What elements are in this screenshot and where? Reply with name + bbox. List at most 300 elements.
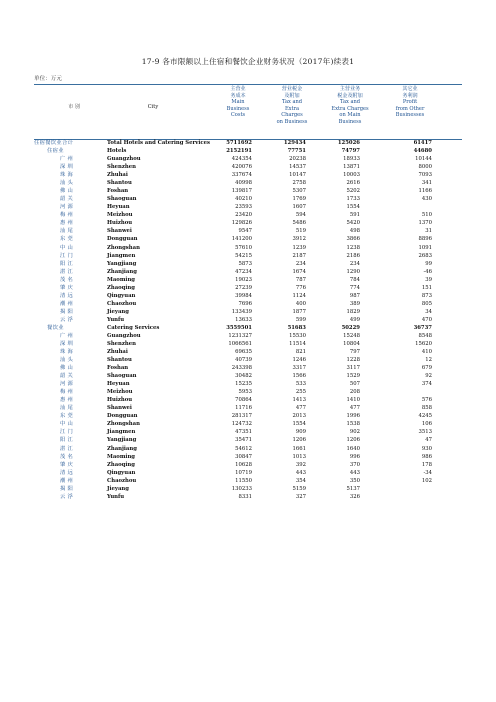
row-label-cn: 汕尾 bbox=[60, 405, 75, 412]
row-label-cn: 东莞 bbox=[60, 413, 75, 420]
row-value: 10147 bbox=[289, 172, 306, 179]
row-label-cn: 梅州 bbox=[60, 212, 75, 219]
header-col-other-profit: 其它业 务利润 Profit from Other Businesses bbox=[395, 86, 425, 119]
row-label-cn: 揭阳 bbox=[60, 308, 75, 315]
table-row bbox=[0, 188, 496, 196]
row-value: 591 bbox=[349, 212, 360, 219]
row-value: 54612 bbox=[235, 445, 252, 452]
row-value: 13871 bbox=[343, 164, 360, 171]
row-value: 1370 bbox=[418, 220, 432, 227]
row-value: 679 bbox=[421, 365, 432, 372]
header-col-tax-main-business: 主营业务 税金及附加 Tax and Extra Charges on Main Business bbox=[331, 86, 369, 125]
row-value: 1529 bbox=[346, 373, 360, 380]
row-value: 15235 bbox=[235, 381, 252, 388]
row-value: 5307 bbox=[292, 188, 306, 195]
row-value: 354 bbox=[295, 477, 306, 484]
row-value: 986 bbox=[421, 453, 432, 460]
header-city-cn: 市 别 bbox=[68, 104, 80, 110]
row-label-cn: 阳江 bbox=[60, 437, 75, 444]
table-row bbox=[0, 470, 496, 478]
row-label-en: Yangjiang bbox=[107, 260, 137, 267]
row-label-cn: 惠州 bbox=[60, 397, 75, 404]
row-value: 4245 bbox=[418, 413, 432, 420]
row-value: 47 bbox=[425, 437, 432, 444]
row-value: 74797 bbox=[341, 148, 360, 155]
row-label-en: Huizhou bbox=[107, 397, 133, 404]
table-row bbox=[0, 437, 496, 445]
row-label-cn: 韶关 bbox=[60, 196, 75, 203]
row-value: 31 bbox=[425, 228, 432, 235]
row-value: 987 bbox=[349, 292, 360, 299]
row-value: 2683 bbox=[418, 252, 432, 259]
row-value: 470 bbox=[421, 316, 432, 323]
table-row bbox=[0, 261, 496, 269]
row-value: 15248 bbox=[343, 332, 360, 339]
row-label-en: Dongguan bbox=[107, 413, 138, 420]
row-value: 797 bbox=[349, 349, 360, 356]
row-value: 3866 bbox=[346, 236, 360, 243]
row-label-en: Zhuhai bbox=[107, 349, 128, 356]
row-value: 11550 bbox=[235, 477, 252, 484]
row-value: 374 bbox=[421, 381, 432, 388]
row-label-en: Meizhou bbox=[107, 212, 133, 219]
table-row bbox=[0, 196, 496, 204]
row-value: 7696 bbox=[238, 300, 252, 307]
row-value: 1239 bbox=[292, 244, 306, 251]
table-row bbox=[0, 494, 496, 502]
row-label-en: Qingyuan bbox=[107, 469, 136, 476]
row-value: 1829 bbox=[346, 308, 360, 315]
table-row bbox=[0, 389, 496, 397]
row-label-cn: 肇庆 bbox=[60, 461, 75, 468]
row-value: 1674 bbox=[292, 268, 306, 275]
row-label-cn: 潮州 bbox=[60, 300, 75, 307]
row-value: 1166 bbox=[418, 188, 432, 195]
row-value: 389 bbox=[349, 300, 360, 307]
row-value: 44680 bbox=[413, 148, 432, 155]
row-label-en: Heyuan bbox=[107, 381, 130, 388]
table-row bbox=[0, 405, 496, 413]
row-label-en: Hotels bbox=[107, 148, 127, 155]
row-value: 130233 bbox=[231, 485, 252, 492]
row-value: 443 bbox=[295, 469, 306, 476]
table-row-total bbox=[0, 140, 496, 148]
row-label-en: Jieyang bbox=[107, 308, 129, 315]
header-top-rule bbox=[34, 84, 462, 85]
row-value: 337674 bbox=[231, 172, 252, 179]
table-row bbox=[0, 381, 496, 389]
row-value: 787 bbox=[295, 276, 306, 283]
header-col-tax-charges: 营业税金 及附加 Tax and Extra Charges on Business bbox=[276, 86, 308, 125]
row-value: 129434 bbox=[283, 140, 306, 146]
row-label-en: Dongguan bbox=[107, 236, 138, 243]
row-value: 40739 bbox=[235, 357, 252, 364]
row-label-en: Foshan bbox=[107, 365, 129, 372]
row-value: 281317 bbox=[231, 413, 252, 420]
table-row bbox=[0, 309, 496, 317]
row-value: 392 bbox=[295, 461, 306, 468]
row-value: 1566 bbox=[292, 373, 306, 380]
row-label-cn: 韶关 bbox=[60, 373, 75, 380]
row-value: 533 bbox=[295, 381, 306, 388]
row-value: 1206 bbox=[346, 437, 360, 444]
row-label-en: Jiangmen bbox=[107, 252, 136, 259]
row-value: 10719 bbox=[235, 469, 252, 476]
row-value: 341 bbox=[421, 180, 432, 187]
row-label-en: Shantou bbox=[107, 357, 132, 364]
row-value: 858 bbox=[421, 405, 432, 412]
row-label-en: Guangzhou bbox=[107, 332, 141, 339]
row-value: 350 bbox=[349, 477, 360, 484]
row-value: 141200 bbox=[231, 236, 252, 243]
table-row bbox=[0, 365, 496, 373]
row-value: 8331 bbox=[238, 493, 252, 500]
row-label-cn: 阳江 bbox=[60, 260, 75, 267]
table-row bbox=[0, 333, 496, 341]
row-value: 125026 bbox=[337, 140, 360, 146]
table-row bbox=[0, 349, 496, 357]
row-value: 208 bbox=[349, 389, 360, 396]
row-value: 2187 bbox=[292, 252, 306, 259]
row-value: 35471 bbox=[235, 437, 252, 444]
row-value: 9547 bbox=[238, 228, 252, 235]
row-value: 51683 bbox=[287, 324, 306, 331]
row-value: 3317 bbox=[292, 365, 306, 372]
row-value: 69635 bbox=[235, 349, 252, 356]
row-label-en: Guangzhou bbox=[107, 156, 141, 163]
row-value: 5953 bbox=[238, 389, 252, 396]
row-label-cn: 住宿餐饮业合计 bbox=[34, 140, 74, 146]
row-value: 40998 bbox=[235, 180, 252, 187]
row-label-en: Yunfu bbox=[107, 316, 125, 323]
unit-label: 单位：万元 bbox=[34, 76, 62, 82]
row-value: 774 bbox=[349, 284, 360, 291]
row-value: 430 bbox=[421, 196, 432, 203]
row-label-en: Shenzhen bbox=[107, 341, 136, 347]
table-row bbox=[0, 341, 496, 349]
table-row bbox=[0, 357, 496, 365]
table-title: 17-9 各市限额以上住宿和餐饮企业财务状况（2017年)续表1 bbox=[141, 57, 355, 66]
table-row bbox=[0, 317, 496, 325]
row-value: 11514 bbox=[289, 341, 306, 347]
row-label-cn: 深圳 bbox=[60, 164, 75, 171]
row-value: 99 bbox=[425, 260, 432, 267]
row-value: 1410 bbox=[346, 397, 360, 404]
row-value: 23593 bbox=[235, 204, 252, 211]
row-label-cn: 茂名 bbox=[60, 453, 75, 460]
row-label-cn: 珠海 bbox=[60, 172, 75, 179]
row-value: 873 bbox=[421, 292, 432, 299]
table-row bbox=[0, 293, 496, 301]
row-value: 1607 bbox=[292, 204, 306, 211]
row-value: 3117 bbox=[346, 365, 360, 372]
row-value: 3559501 bbox=[226, 324, 252, 331]
row-label-cn: 湛江 bbox=[60, 268, 75, 275]
row-label-cn: 河源 bbox=[60, 204, 75, 211]
row-value: 902 bbox=[349, 429, 360, 436]
row-label-cn: 深圳 bbox=[60, 341, 75, 347]
row-value: 1554 bbox=[292, 421, 306, 428]
row-value: 477 bbox=[349, 405, 360, 412]
row-value: 102 bbox=[421, 477, 432, 484]
row-value: -34 bbox=[423, 469, 432, 476]
row-value: 1231327 bbox=[228, 332, 252, 339]
row-value: 2616 bbox=[346, 180, 360, 187]
row-label-en: Jieyang bbox=[107, 485, 129, 492]
row-label-en: Zhongshan bbox=[107, 421, 140, 428]
row-value: 5711692 bbox=[226, 140, 252, 146]
row-value: 77751 bbox=[287, 148, 306, 155]
row-value: 1538 bbox=[346, 421, 360, 428]
row-value: 10003 bbox=[343, 172, 360, 179]
row-value: 7093 bbox=[418, 172, 432, 179]
row-value: 477 bbox=[295, 405, 306, 412]
row-value: 19023 bbox=[235, 276, 252, 283]
row-value: 1228 bbox=[346, 357, 360, 364]
row-label-en: Meizhou bbox=[107, 389, 133, 396]
row-value: 1733 bbox=[346, 196, 360, 203]
table-row bbox=[0, 236, 496, 244]
row-value: 5873 bbox=[238, 260, 252, 267]
row-label-en: Heyuan bbox=[107, 204, 130, 211]
row-value: 1290 bbox=[346, 268, 360, 275]
row-value: 61417 bbox=[413, 140, 432, 146]
row-label-cn: 江门 bbox=[60, 429, 75, 436]
row-value: 18933 bbox=[343, 156, 360, 163]
row-value: 599 bbox=[295, 316, 306, 323]
row-label-en: Yangjiang bbox=[107, 437, 137, 444]
row-value: 8000 bbox=[418, 164, 432, 171]
row-label-en: Huizhou bbox=[107, 220, 133, 227]
row-label-en: Maoming bbox=[107, 276, 136, 283]
row-label-en: Maoming bbox=[107, 453, 136, 460]
row-value: 39 bbox=[425, 276, 432, 283]
row-value: 47351 bbox=[235, 429, 252, 436]
row-value: 5202 bbox=[346, 188, 360, 195]
row-value: 234 bbox=[349, 260, 360, 267]
row-value: 1996 bbox=[346, 413, 360, 420]
table-row bbox=[0, 413, 496, 421]
table-row-group bbox=[0, 148, 496, 156]
table-row bbox=[0, 269, 496, 277]
row-label-en: Zhongshan bbox=[107, 244, 140, 251]
table-row bbox=[0, 454, 496, 462]
row-value: 930 bbox=[421, 445, 432, 452]
row-value: 996 bbox=[349, 453, 360, 460]
row-value: 14537 bbox=[289, 164, 306, 171]
row-value: 443 bbox=[349, 469, 360, 476]
row-label-en: Zhanjiang bbox=[107, 445, 137, 452]
row-label-cn: 东莞 bbox=[60, 236, 75, 243]
row-value: 70864 bbox=[235, 397, 252, 404]
row-label-en: Shaoguan bbox=[107, 196, 137, 203]
row-value: 178 bbox=[421, 461, 432, 468]
header-city-en: City bbox=[147, 104, 159, 110]
row-value: 420076 bbox=[231, 164, 252, 171]
row-value: 2186 bbox=[346, 252, 360, 259]
header-col-main-costs: 主营业 务成本 Main Business Costs bbox=[226, 86, 250, 119]
row-label-cn: 云浮 bbox=[60, 493, 75, 500]
row-value: 27239 bbox=[235, 284, 252, 291]
row-value: 519 bbox=[295, 228, 306, 235]
row-value: 327 bbox=[295, 493, 306, 500]
table-row bbox=[0, 172, 496, 180]
table-row bbox=[0, 220, 496, 228]
row-value: 47234 bbox=[235, 268, 252, 275]
row-value: 909 bbox=[295, 429, 306, 436]
row-value: 3912 bbox=[292, 236, 306, 243]
row-label-en: Shantou bbox=[107, 180, 132, 187]
row-value: 5420 bbox=[346, 220, 360, 227]
row-value: 36737 bbox=[413, 324, 432, 331]
row-label-en: Jiangmen bbox=[107, 429, 136, 436]
row-value: 370 bbox=[349, 461, 360, 468]
row-value: 1124 bbox=[292, 292, 306, 299]
row-value: 821 bbox=[295, 349, 306, 356]
row-value: 8896 bbox=[418, 236, 432, 243]
row-value: 2152191 bbox=[226, 148, 252, 155]
row-value: 15620 bbox=[415, 341, 432, 347]
row-value: 410 bbox=[421, 349, 432, 356]
table-row bbox=[0, 204, 496, 212]
row-value: 2758 bbox=[292, 180, 306, 187]
table-row bbox=[0, 373, 496, 381]
row-value: 243398 bbox=[231, 365, 252, 372]
row-value: 30847 bbox=[235, 453, 252, 460]
table-row bbox=[0, 446, 496, 454]
row-value: 11716 bbox=[235, 405, 252, 412]
row-value: 594 bbox=[295, 212, 306, 219]
row-value: 400 bbox=[295, 300, 306, 307]
row-label-cn: 云浮 bbox=[60, 316, 75, 323]
row-value: 1661 bbox=[292, 445, 306, 452]
row-label-en: Zhaoqing bbox=[107, 461, 135, 468]
row-value: 92 bbox=[425, 373, 432, 380]
row-value: 124732 bbox=[231, 421, 252, 428]
row-value: 5159 bbox=[292, 485, 306, 492]
row-value: 1238 bbox=[346, 244, 360, 251]
row-label-en: Chaozhou bbox=[107, 477, 137, 484]
row-label-cn: 潮州 bbox=[60, 477, 75, 484]
row-value: 507 bbox=[349, 381, 360, 388]
row-label-en: Qingyuan bbox=[107, 292, 136, 299]
row-value: 34 bbox=[425, 308, 432, 315]
table-row bbox=[0, 486, 496, 494]
row-value: 5486 bbox=[292, 220, 306, 227]
row-value: 139817 bbox=[231, 188, 252, 195]
row-label-en: Shanwei bbox=[107, 405, 132, 412]
row-value: 12 bbox=[425, 357, 432, 364]
row-value: 106 bbox=[421, 421, 432, 428]
row-value: 1091 bbox=[418, 244, 432, 251]
row-value: 54215 bbox=[235, 252, 252, 259]
table-row bbox=[0, 429, 496, 437]
table-row-group bbox=[0, 325, 496, 333]
row-value: 5137 bbox=[346, 485, 360, 492]
row-label-en: Yunfu bbox=[107, 493, 125, 500]
row-value: 15530 bbox=[289, 332, 306, 339]
row-label-cn: 茂名 bbox=[60, 276, 75, 283]
row-value: 10628 bbox=[235, 461, 252, 468]
row-value: 39984 bbox=[235, 292, 252, 299]
row-value: 57610 bbox=[235, 244, 252, 251]
row-label-cn: 中山 bbox=[60, 421, 75, 428]
row-value: 776 bbox=[295, 284, 306, 291]
row-label-cn: 佛山 bbox=[60, 365, 75, 372]
row-label-cn: 河源 bbox=[60, 381, 75, 388]
row-value: 2013 bbox=[292, 413, 306, 420]
row-value: 1877 bbox=[292, 308, 306, 315]
row-value: 8548 bbox=[418, 332, 432, 339]
row-value: 1640 bbox=[346, 445, 360, 452]
row-label-en: Foshan bbox=[107, 188, 129, 195]
row-label-cn: 揭阳 bbox=[60, 485, 75, 492]
row-value: 10144 bbox=[415, 156, 432, 163]
table-row bbox=[0, 253, 496, 261]
row-value: 498 bbox=[349, 228, 360, 235]
row-label-cn: 住宿业 bbox=[47, 148, 64, 155]
row-label-cn: 汕头 bbox=[60, 180, 75, 187]
row-label-cn: 餐饮业 bbox=[47, 324, 64, 331]
row-label-cn: 惠州 bbox=[60, 220, 75, 227]
row-label-cn: 广州 bbox=[60, 332, 75, 339]
row-value: 23420 bbox=[235, 212, 252, 219]
row-value: -46 bbox=[423, 268, 432, 275]
row-value: 13633 bbox=[235, 316, 252, 323]
table-row bbox=[0, 228, 496, 236]
table-row bbox=[0, 212, 496, 220]
row-label-en: Total Hotels and Catering Services bbox=[107, 140, 210, 146]
row-label-cn: 汕尾 bbox=[60, 228, 75, 235]
row-label-cn: 湛江 bbox=[60, 445, 75, 452]
row-label-cn: 中山 bbox=[60, 244, 75, 251]
row-value: 576 bbox=[421, 397, 432, 404]
row-label-en: Shenzhen bbox=[107, 164, 136, 171]
row-value: 30482 bbox=[235, 373, 252, 380]
row-value: 424354 bbox=[231, 156, 252, 163]
row-value: 10804 bbox=[343, 341, 360, 347]
table-row bbox=[0, 180, 496, 188]
table-row bbox=[0, 164, 496, 172]
table-row bbox=[0, 478, 496, 486]
row-value: 784 bbox=[349, 276, 360, 283]
row-label-en: Zhanjiang bbox=[107, 268, 137, 275]
row-value: 234 bbox=[295, 260, 306, 267]
row-value: 1413 bbox=[292, 397, 306, 404]
row-label-cn: 广州 bbox=[60, 156, 75, 163]
row-value: 3513 bbox=[418, 429, 432, 436]
row-value: 805 bbox=[421, 300, 432, 307]
row-value: 1066561 bbox=[228, 341, 252, 347]
row-label-en: Zhuhai bbox=[107, 172, 128, 179]
row-value: 510 bbox=[421, 212, 432, 219]
row-value: 1554 bbox=[346, 204, 360, 211]
row-label-cn: 梅州 bbox=[60, 389, 75, 396]
row-value: 499 bbox=[349, 316, 360, 323]
table-row bbox=[0, 277, 496, 285]
row-value: 40210 bbox=[235, 196, 252, 203]
row-value: 129826 bbox=[231, 220, 252, 227]
row-label-en: Chaozhou bbox=[107, 300, 137, 307]
table-row bbox=[0, 462, 496, 470]
row-label-en: Zhaoqing bbox=[107, 284, 135, 291]
row-value: 1769 bbox=[292, 196, 306, 203]
row-label-cn: 江门 bbox=[60, 252, 75, 259]
row-value: 1246 bbox=[292, 357, 306, 364]
table-row bbox=[0, 245, 496, 253]
row-value: 1013 bbox=[292, 453, 306, 460]
table-row bbox=[0, 156, 496, 164]
